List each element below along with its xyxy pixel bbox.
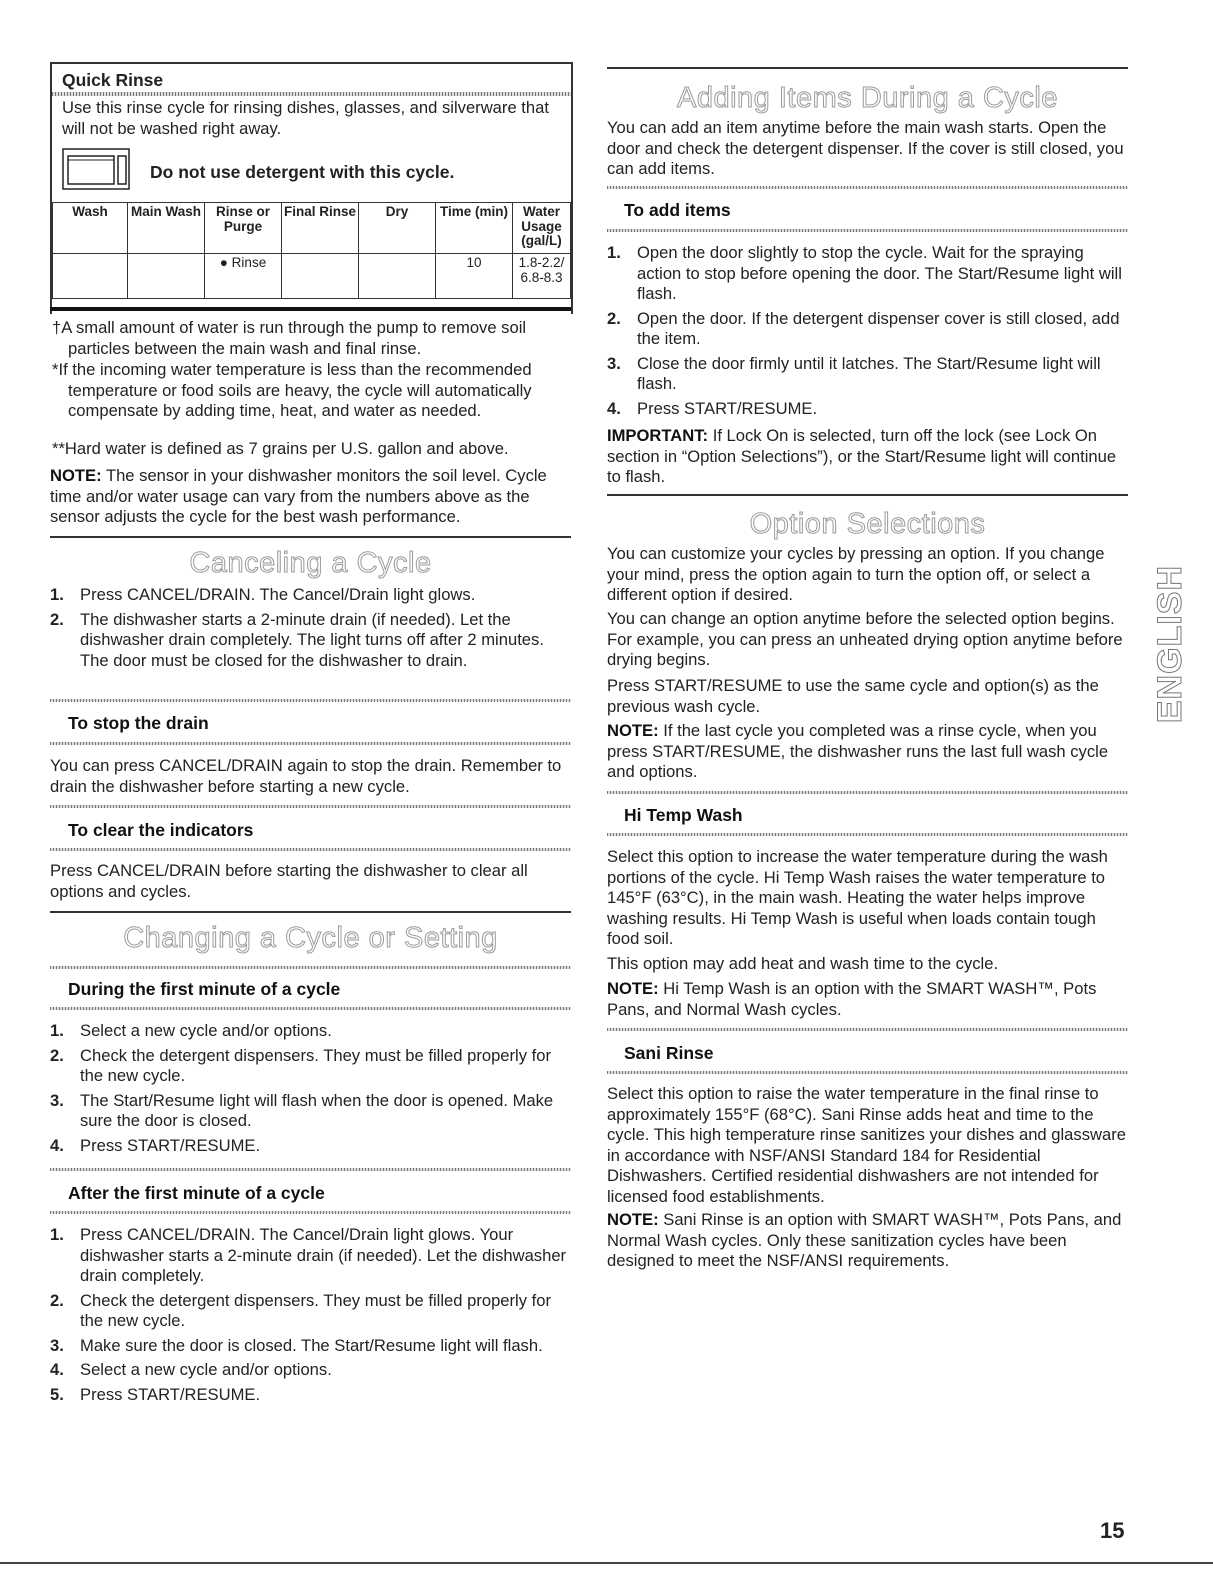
hi-temp-wash-text-2: This option may add heat and wash time to the cycle. bbox=[607, 954, 999, 973]
sani-rinse-title: Sani Rinse bbox=[624, 1043, 714, 1063]
list-item: 3. The Start/Resume light will flash when the door is opened. Make sure the door is closed. bbox=[50, 1090, 554, 1130]
divider bbox=[50, 966, 571, 969]
quick-rinse-description: Use this rinse cycle for rinsing dishes, glasses, and silverware that will not be washed right away. bbox=[62, 98, 549, 138]
divider bbox=[50, 699, 571, 702]
options-paragraph-2: You can change an option anytime before the selected option begins. For example, you can press an unheated drying option anytime before drying begins. bbox=[607, 609, 1123, 669]
section-rule bbox=[50, 911, 571, 913]
hi-temp-wash-text: Select this option to increase the water temperature during the wash portions of the cycle. Hi Temp Wash raises the water temperature to 145°F (63°C), in the main wash. Heating the water helps improve washing results. Hi Temp Wash is useful when loads contain tough food soil. bbox=[607, 847, 1108, 948]
list-item: 1. Press CANCEL/DRAIN. The Cancel/Drain light glows. Your dishwasher starts a 2-minute drain (if needed). Let the dishwasher drain completely. bbox=[50, 1225, 567, 1285]
dishwasher-icon bbox=[62, 148, 130, 190]
canceling-steps bbox=[50, 585, 570, 675]
options-note bbox=[607, 721, 1127, 783]
after-minute-steps bbox=[50, 1225, 570, 1409]
options-paragraph-1: You can customize your cycles by pressing an option. If you change your mind, press the option again to turn the option off, or select a different option if desired. bbox=[607, 544, 1105, 604]
divider bbox=[607, 1071, 1128, 1074]
table-header: Dry bbox=[359, 203, 436, 254]
quick-rinse-box bbox=[50, 62, 573, 314]
table-cell: 1.8-2.2/ 6.8-8.3 bbox=[513, 254, 571, 299]
divider bbox=[50, 1168, 571, 1171]
divider bbox=[607, 1028, 1128, 1031]
list-item: 1. Select a new cycle and/or options. bbox=[50, 1021, 332, 1040]
important-label: IMPORTANT: bbox=[607, 426, 709, 445]
divider bbox=[607, 229, 1128, 232]
divider bbox=[607, 791, 1128, 794]
table-header: Wash bbox=[53, 203, 128, 254]
table-cell: 10 bbox=[436, 254, 513, 299]
table-bottom-bar bbox=[50, 307, 571, 311]
footnote-star: *If the incoming water temperature is less than the recommended temperature or food soils are heavy, the cycle will automatically compensate by adding time, heat, and water as needed. bbox=[52, 360, 532, 420]
divider bbox=[50, 742, 571, 745]
language-tab: ENGLISH bbox=[1151, 565, 1189, 724]
list-item: 5. Press START/RESUME. bbox=[50, 1384, 261, 1404]
divider bbox=[52, 92, 571, 96]
divider bbox=[50, 805, 571, 808]
page-number: 15 bbox=[1100, 1518, 1125, 1543]
important-text: If Lock On is selected, turn off the lock (see Lock On section in “Option Selections”), or the Start/Resume light will continue to flash. bbox=[607, 426, 1117, 486]
list-item: 1. Press CANCEL/DRAIN. The Cancel/Drain light glows. bbox=[50, 585, 476, 604]
cycle-table bbox=[52, 202, 571, 299]
footnote-hard-water: **Hard water is defined as 7 grains per U.S. gallon and above. bbox=[52, 439, 509, 458]
table-cell bbox=[128, 254, 205, 299]
table-cell bbox=[53, 254, 128, 299]
note-text: Hi Temp Wash is an option with the SMART WASH™, Pots Pans, and Normal Wash cycles. bbox=[607, 979, 1097, 1019]
list-item: 1. Open the door slightly to stop the cycle. Wait for the spraying action to stop before opening the door. The Start/Resume light will flash. bbox=[607, 243, 1122, 303]
add-items-title: To add items bbox=[624, 200, 731, 220]
table-cell bbox=[282, 254, 359, 299]
note-label: NOTE: bbox=[607, 1210, 659, 1229]
list-item: 2. Open the door. If the detergent dispenser cover is still closed, add the item. bbox=[607, 308, 1120, 348]
stop-drain-title: To stop the drain bbox=[68, 713, 209, 733]
section-heading-canceling: Canceling a Cycle bbox=[189, 547, 432, 579]
section-rule bbox=[50, 536, 571, 538]
important-note bbox=[607, 426, 1127, 488]
add-items-steps bbox=[607, 243, 1127, 423]
sani-rinse-note bbox=[607, 1210, 1127, 1272]
list-item: 2. Check the detergent dispensers. They must be filled properly for the new cycle. bbox=[50, 1045, 552, 1085]
list-item: 2. Check the detergent dispensers. They must be filled properly for the new cycle. bbox=[50, 1290, 552, 1330]
note-text: The sensor in your dishwasher monitors the soil level. Cycle time and/or water usage can vary from the numbers above as the sensor adjusts the cycle for the best wash performance. bbox=[50, 466, 547, 526]
section-heading-changing: Changing a Cycle or Setting bbox=[123, 922, 498, 954]
stop-drain-text: You can press CANCEL/DRAIN again to stop the drain. Remember to drain the dishwasher before starting a new cycle. bbox=[50, 756, 562, 796]
table-header: Time (min) bbox=[436, 203, 513, 254]
note-label: NOTE: bbox=[50, 466, 102, 485]
section-rule bbox=[607, 67, 1128, 69]
list-item: 3. Make sure the door is closed. The Start/Resume light will flash. bbox=[50, 1335, 543, 1355]
table-cell bbox=[359, 254, 436, 299]
first-minute-steps bbox=[50, 1021, 570, 1160]
first-minute-title: During the first minute of a cycle bbox=[68, 979, 341, 999]
list-item: 4. Press START/RESUME. bbox=[50, 1135, 261, 1155]
list-item: 4. Press START/RESUME. bbox=[607, 398, 818, 418]
list-item: 2. The dishwasher starts a 2-minute drain (if needed). Let the dishwasher drain completely. The light turns off after 2 minutes. The door must be closed for the dishwasher to drain. bbox=[50, 609, 544, 670]
clear-indicators-title: To clear the indicators bbox=[68, 820, 254, 840]
table-header: Main Wash bbox=[128, 203, 205, 254]
divider bbox=[607, 833, 1128, 836]
options-paragraph-3: Press START/RESUME to use the same cycle and option(s) as the previous wash cycle. bbox=[607, 676, 1099, 716]
note-label: NOTE: bbox=[607, 721, 659, 740]
adding-intro: You can add an item anytime before the main wash starts. Open the door and check the detergent dispenser. If the cover is still closed, you can add items. bbox=[607, 118, 1124, 178]
note-text: If the last cycle you completed was a rinse cycle, when you press START/RESUME, the dishwasher runs the last full wash cycle and options. bbox=[607, 721, 1109, 781]
table-header: Rinse or Purge bbox=[205, 203, 282, 254]
table-header: Water Usage (gal/L) bbox=[513, 203, 571, 254]
hi-temp-wash-note bbox=[607, 979, 1127, 1020]
table-header: Final Rinse bbox=[282, 203, 359, 254]
divider bbox=[50, 848, 571, 851]
list-item: 4. Select a new cycle and/or options. bbox=[50, 1360, 332, 1379]
section-heading-adding: Adding Items During a Cycle bbox=[677, 82, 1058, 114]
sani-rinse-text: Select this option to raise the water temperature in the final rinse to approximately 155°F (68°C). Sani Rinse adds heat and time to the cycle. This high temperature rinse sanitizes your dishes and glassware in accordance with NSF/ANSI Standard 184 for Residential Dishwashers. Certified residential dishwashers are not intended for licensed food establishments. bbox=[607, 1084, 1126, 1206]
hi-temp-wash-title: Hi Temp Wash bbox=[624, 805, 743, 825]
no-detergent-warning: Do not use detergent with this cycle. bbox=[150, 162, 455, 182]
section-rule bbox=[607, 494, 1128, 496]
table-cell: ● Rinse bbox=[205, 254, 282, 299]
divider bbox=[50, 1211, 571, 1214]
page-bottom-rule bbox=[0, 1562, 1213, 1564]
footnote-dagger: †A small amount of water is run through the pump to remove soil particles between the main wash and final rinse. bbox=[52, 318, 527, 358]
clear-indicators-text: Press CANCEL/DRAIN before starting the dishwasher to clear all options and cycles. bbox=[50, 861, 528, 901]
table-row bbox=[53, 254, 571, 299]
note-text: Sani Rinse is an option with SMART WASH™, Pots Pans, and Normal Wash cycles. Only these sanitization cycles have been designed to meet the NSF/ANSI requirements. bbox=[607, 1210, 1122, 1270]
note-label: NOTE: bbox=[607, 979, 659, 998]
after-minute-title: After the first minute of a cycle bbox=[68, 1183, 325, 1203]
divider bbox=[607, 186, 1128, 189]
list-item: 3. Close the door firmly until it latches. The Start/Resume light will flash. bbox=[607, 353, 1101, 393]
sensor-note bbox=[50, 466, 572, 528]
divider bbox=[50, 1007, 571, 1010]
table-header-row bbox=[53, 203, 571, 254]
quick-rinse-title: Quick Rinse bbox=[62, 70, 164, 90]
section-heading-options: Option Selections bbox=[749, 508, 986, 540]
